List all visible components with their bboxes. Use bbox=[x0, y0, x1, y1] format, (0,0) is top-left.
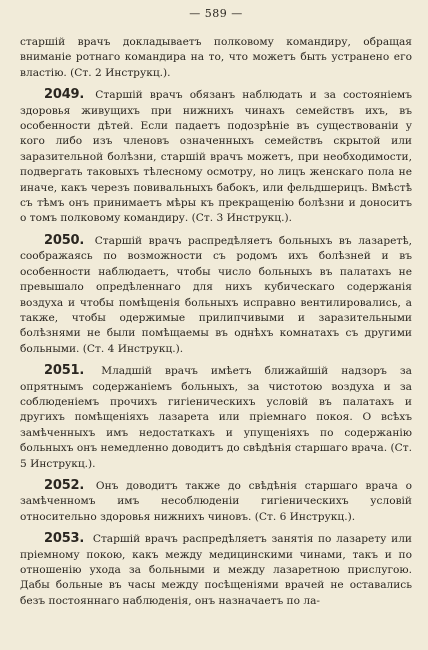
paragraph-text: Онъ доводитъ также до свѣдѣнiя старшаго врача о замѣченномъ имъ несоблюденiи гигiеническихъ условiй относительно здоровья нижнихъ чиновъ. (Ст. 6 Инструкц.). bbox=[20, 479, 412, 523]
paragraph-text: Младшiй врачъ имѣетъ ближайшiй надзоръ за опрятнымъ содержанiемъ больныхъ, за чистотою воздуха и за соблюденiемъ прочихъ гигiеническихъ условiй въ палатахъ и другихъ помѣщенiяхъ лазарета или прiемнаго покоя. О всѣхъ замѣченныхъ имъ недостаткахъ и упущенiяхъ по содержанiю больныхъ онъ немедленно доводитъ до свѣдѣнiя старшаго врача. (Ст. 5 Инструкц.). bbox=[20, 365, 412, 470]
paragraph-continuation bbox=[20, 35, 412, 81]
page-number: — 589 — bbox=[189, 7, 243, 20]
document-body bbox=[20, 35, 412, 609]
article-2053 bbox=[20, 531, 412, 609]
article-2052 bbox=[20, 478, 412, 525]
article-number: 2049. bbox=[44, 87, 85, 103]
paragraph-text: старшiй врачъ докладываетъ полковому командиру, обращая вниманiе ротнаго командира на то, что можетъ быть устранено его властiю. (Ст. 2 Инструкц.). bbox=[20, 36, 412, 79]
article-2051 bbox=[20, 363, 412, 472]
article-number: 2051. bbox=[44, 363, 85, 379]
article-number: 2052. bbox=[44, 477, 85, 493]
paragraph-text: Старшiй врачъ распредѣляетъ занятiя по лазарету или прiемному покою, какъ между медицинскими чинами, такъ и по отношенiю ухода за больными и между лазаретною прислугою. Дабы больные въ часы между посѣщенiями врачей не оставались безъ постояннаго наблюденiя, онъ назначаетъ по ла- bbox=[20, 533, 412, 607]
article-number: 2053. bbox=[44, 531, 85, 547]
paragraph-text: Старшiй врачъ обязанъ наблюдать и за состоянiемъ здоровья живущихъ при нижнихъ чинахъ семействъ ихъ, въ особенности дѣтей. Если падаетъ подозрѣнiе въ существованiи у кого либо изъ членовъ означенныхъ семействъ скрытой или заразительной болѣзни, старшiй врачъ можетъ, при необходимости, подвергать таковыхъ тѣлесному осмотру, но лицъ женскаго пола не иначе, какъ черезъ повивальныхъ бабокъ, или фельдшерицъ. Вмѣстѣ съ тѣмъ онъ принимаетъ мѣры къ прекращенiю болѣзни и доноситъ о томъ полковому командиру. (Ст. 3 Инструкц.). bbox=[20, 89, 412, 225]
paragraph-text: Старшiй врачъ распредѣляетъ больныхъ въ лазаретѣ, соображаясь по возможности съ родомъ ихъ болѣзней и въ особенности наблюдаетъ, чтобы число больныхъ въ палатахъ не превышало опредѣленнаго для нихъ кубическаго содержанiя воздуха и чтобы помѣщенiя больныхъ исправно вентилировались, а также, чтобы одержимые прилипчивыми и заразительными болѣзнями не были помѣщаемы въ однѣхъ комнатахъ съ другими больными. (Ст. 4 Инструкц.). bbox=[20, 234, 413, 355]
article-number: 2050. bbox=[44, 232, 85, 248]
article-2050 bbox=[20, 233, 412, 357]
article-2049 bbox=[20, 87, 412, 227]
